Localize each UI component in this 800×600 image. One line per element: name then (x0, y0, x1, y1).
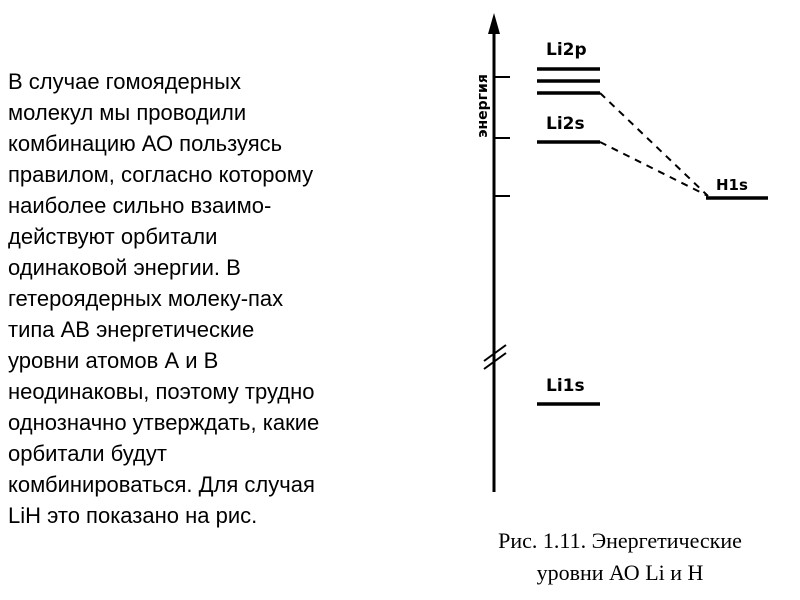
energy-axis-arrowhead (488, 13, 500, 34)
h1s-label: H1s (716, 176, 748, 194)
correlation-line-2p-h1s (600, 93, 708, 196)
figure-caption (460, 525, 780, 589)
correlation-line-2s-h1s (600, 142, 708, 196)
li2s-label: Li2s (546, 114, 585, 134)
li1s-label: Li1s (546, 376, 585, 396)
body-text: В случае гомоядерных молекул мы проводили комбинацию АО пользуясь правилом, согласно которому наиболее сильно взаимо- действуют орбитали одинаковой энергии. В гетероядерных молеку-пах типа АВ энергетические уровни атомов А и В неодинаковы, поэтому трудно однозначно утверждать, какие орбитали будут комбинироваться. Для случая LiH это показано на рис. (8, 69, 320, 528)
caption-line-2: уровни АО Li и H (536, 560, 704, 585)
li2p-label: Li2p (546, 40, 587, 60)
caption-line-1: Рис. 1.11. Энергетические (498, 528, 742, 553)
axis-label: энергия (475, 74, 491, 138)
